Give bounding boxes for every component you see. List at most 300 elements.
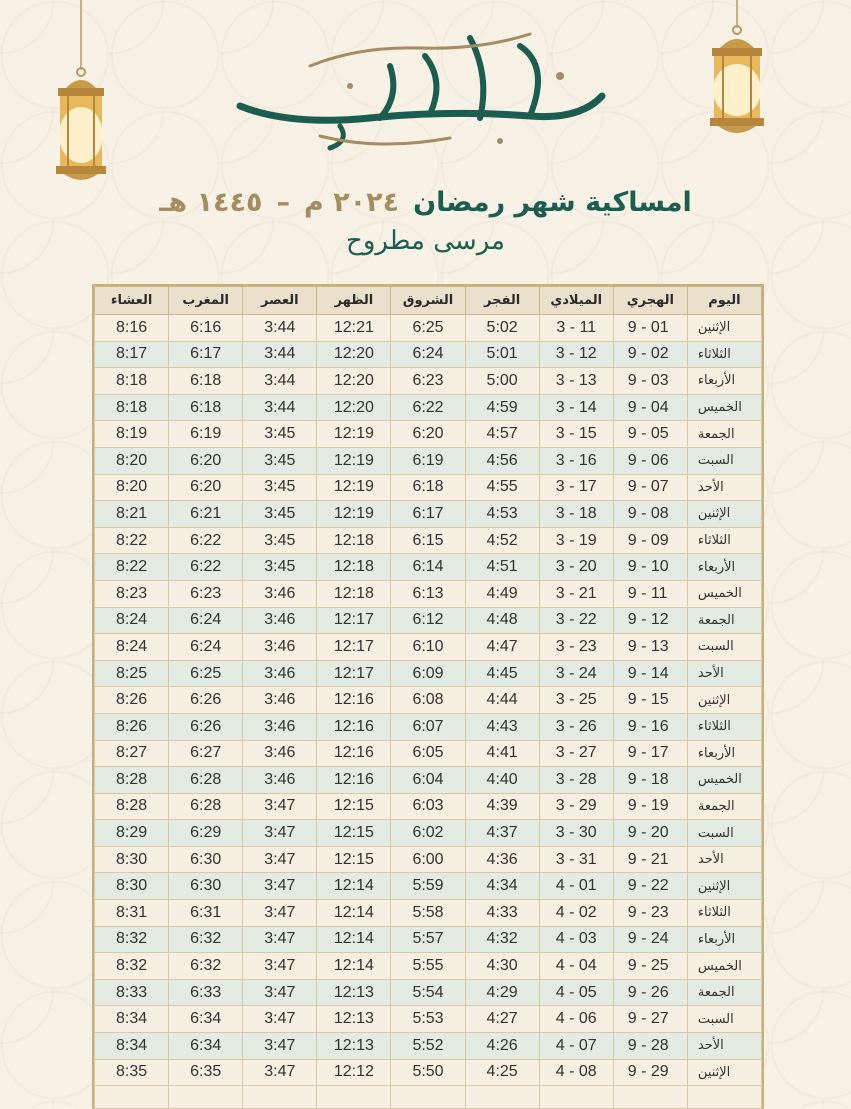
table-cell: 6:26 — [169, 713, 243, 740]
table-cell: 11 - 3 — [539, 315, 613, 342]
table-cell: 8:20 — [95, 474, 169, 501]
table-cell: 23 - 9 — [613, 900, 687, 927]
table-cell: الإثنين — [687, 315, 761, 342]
table-cell: 6:19 — [391, 447, 465, 474]
table-row — [95, 687, 762, 714]
lantern-left-icon — [46, 0, 116, 190]
table-cell: 5:00 — [465, 368, 539, 395]
table-row — [95, 315, 762, 342]
table-cell: السبت — [687, 447, 761, 474]
table-cell: الثلاثاء — [687, 341, 761, 368]
table-cell: 22 - 9 — [613, 873, 687, 900]
title-year-hijri: ١٤٤٥ هـ — [159, 186, 263, 218]
table-cell: 5:01 — [465, 341, 539, 368]
table-cell: 5:57 — [391, 926, 465, 953]
table-cell: 6:02 — [391, 820, 465, 847]
table-cell: 6:34 — [169, 1033, 243, 1060]
table-row — [95, 767, 762, 794]
table-row — [95, 634, 762, 661]
table-cell: 3:45 — [243, 474, 317, 501]
table-cell: 17 - 3 — [539, 474, 613, 501]
table-cell: 6:20 — [391, 421, 465, 448]
table-cell: 6:31 — [169, 900, 243, 927]
table-cell: 16 - 9 — [613, 713, 687, 740]
table-cell: 3:45 — [243, 447, 317, 474]
table-cell-empty — [95, 1086, 169, 1109]
table-cell: 3:46 — [243, 660, 317, 687]
table-cell: 31 - 3 — [539, 846, 613, 873]
table-cell: 6:20 — [169, 447, 243, 474]
table-cell: 6:28 — [169, 767, 243, 794]
table-cell: 8:26 — [95, 713, 169, 740]
table-cell: 14 - 9 — [613, 660, 687, 687]
table-row — [95, 926, 762, 953]
table-cell: الجمعة — [687, 979, 761, 1006]
table-cell: 6:32 — [169, 953, 243, 980]
table-cell: 6:13 — [391, 580, 465, 607]
table-cell: 5:02 — [465, 315, 539, 342]
table-cell: الجمعة — [687, 607, 761, 634]
table-cell: 8:19 — [95, 421, 169, 448]
table-cell: السبت — [687, 820, 761, 847]
table-cell: 3:47 — [243, 846, 317, 873]
table-cell: 27 - 3 — [539, 740, 613, 767]
table-cell: 12:19 — [317, 447, 391, 474]
table-cell: 4:55 — [465, 474, 539, 501]
table-cell: الأربعاء — [687, 740, 761, 767]
table-cell: 4:40 — [465, 767, 539, 794]
table-cell: 11 - 9 — [613, 580, 687, 607]
table-cell: الأربعاء — [687, 926, 761, 953]
column-header: الفجر — [465, 287, 539, 315]
table-cell: 3:45 — [243, 527, 317, 554]
table-cell: 12:13 — [317, 1006, 391, 1033]
table-cell: 24 - 9 — [613, 926, 687, 953]
column-header: العشاء — [95, 287, 169, 315]
table-cell: 4:48 — [465, 607, 539, 634]
table-cell: 12 - 9 — [613, 607, 687, 634]
table-cell: 8:20 — [95, 447, 169, 474]
table-cell: 3:46 — [243, 607, 317, 634]
table-cell: 8:28 — [95, 793, 169, 820]
table-cell: 25 - 9 — [613, 953, 687, 980]
table-cell: 8:32 — [95, 953, 169, 980]
table-cell: 09 - 9 — [613, 527, 687, 554]
table-cell: 6:24 — [169, 634, 243, 661]
table-cell: 12:19 — [317, 474, 391, 501]
table-cell: السبت — [687, 634, 761, 661]
table-cell: 30 - 3 — [539, 820, 613, 847]
table-row — [95, 793, 762, 820]
table-cell: 3:47 — [243, 820, 317, 847]
table-cell: 6:10 — [391, 634, 465, 661]
table-cell: الأحد — [687, 846, 761, 873]
table-cell: 8:26 — [95, 687, 169, 714]
table-cell: 8:34 — [95, 1006, 169, 1033]
table-cell: 03 - 4 — [539, 926, 613, 953]
table-cell: 5:53 — [391, 1006, 465, 1033]
table-cell: 4:49 — [465, 580, 539, 607]
column-header: الهجري — [613, 287, 687, 315]
table-cell: 3:45 — [243, 554, 317, 581]
table-cell: 6:25 — [391, 315, 465, 342]
table-cell: 8:35 — [95, 1059, 169, 1086]
table-cell: 4:34 — [465, 873, 539, 900]
table-cell: 6:18 — [169, 394, 243, 421]
table-cell: 01 - 4 — [539, 873, 613, 900]
table-cell: 6:08 — [391, 687, 465, 714]
table-cell: الأحد — [687, 474, 761, 501]
table-row — [95, 447, 762, 474]
table-cell: 12:16 — [317, 687, 391, 714]
table-cell: 8:24 — [95, 607, 169, 634]
table-row — [95, 474, 762, 501]
title-year-gregorian: ٢٠٢٤ م — [303, 186, 400, 218]
table-cell: 12:16 — [317, 767, 391, 794]
table-cell: 16 - 3 — [539, 447, 613, 474]
table-cell: 12:16 — [317, 740, 391, 767]
table-cell: 6:20 — [169, 474, 243, 501]
table-cell: 8:22 — [95, 527, 169, 554]
table-cell: 18 - 3 — [539, 501, 613, 528]
table-cell: 24 - 3 — [539, 660, 613, 687]
table-cell-empty — [169, 1086, 243, 1109]
table-cell: 5:54 — [391, 979, 465, 1006]
table-cell: 06 - 9 — [613, 447, 687, 474]
table-cell: 5:50 — [391, 1059, 465, 1086]
table-row — [95, 660, 762, 687]
table-cell: 4:56 — [465, 447, 539, 474]
table-cell: 6:07 — [391, 713, 465, 740]
table-cell: 12:17 — [317, 634, 391, 661]
table-cell: 26 - 9 — [613, 979, 687, 1006]
table-cell: 3:44 — [243, 315, 317, 342]
table-cell: 3:46 — [243, 634, 317, 661]
table-cell: 4:57 — [465, 421, 539, 448]
column-header: الشروق — [391, 287, 465, 315]
table-cell: 4:27 — [465, 1006, 539, 1033]
table-cell: 4:47 — [465, 634, 539, 661]
table-cell: 18 - 9 — [613, 767, 687, 794]
table-cell: الإثنين — [687, 873, 761, 900]
table-row — [95, 580, 762, 607]
table-cell-empty — [391, 1086, 465, 1109]
table-cell: 8:31 — [95, 900, 169, 927]
table-cell: الثلاثاء — [687, 900, 761, 927]
table-cell: 3:47 — [243, 873, 317, 900]
table-cell: 04 - 9 — [613, 394, 687, 421]
table-cell: 12:18 — [317, 527, 391, 554]
table-cell: 6:30 — [169, 873, 243, 900]
table-cell: 5:52 — [391, 1033, 465, 1060]
table-cell: 25 - 3 — [539, 687, 613, 714]
table-cell: 04 - 4 — [539, 953, 613, 980]
table-cell: 12:16 — [317, 713, 391, 740]
table-cell: 6:03 — [391, 793, 465, 820]
table-cell: 02 - 9 — [613, 341, 687, 368]
table-cell: الخميس — [687, 953, 761, 980]
table-cell: 3:45 — [243, 421, 317, 448]
column-header: المغرب — [169, 287, 243, 315]
table-cell: 3:45 — [243, 501, 317, 528]
table-cell: 6:29 — [169, 820, 243, 847]
table-cell: 22 - 3 — [539, 607, 613, 634]
table-cell: 6:24 — [169, 607, 243, 634]
table-cell: 6:15 — [391, 527, 465, 554]
table-cell: 8:22 — [95, 554, 169, 581]
table-cell: 5:59 — [391, 873, 465, 900]
table-cell: الأحد — [687, 660, 761, 687]
table-cell: 21 - 9 — [613, 846, 687, 873]
table-cell: 6:22 — [169, 527, 243, 554]
table-cell: 8:32 — [95, 926, 169, 953]
prayer-times-table — [92, 284, 764, 1109]
table-cell: 4:29 — [465, 979, 539, 1006]
table-cell: الثلاثاء — [687, 527, 761, 554]
table-cell: 4:44 — [465, 687, 539, 714]
table-cell: 12:17 — [317, 660, 391, 687]
table-cell: الخميس — [687, 580, 761, 607]
table-row — [95, 979, 762, 1006]
table-cell: 28 - 9 — [613, 1033, 687, 1060]
table-cell: 6:21 — [169, 501, 243, 528]
table-cell: 4:52 — [465, 527, 539, 554]
table-row — [95, 820, 762, 847]
table-cell: 20 - 3 — [539, 554, 613, 581]
table-cell: 13 - 9 — [613, 634, 687, 661]
table-cell: 3:46 — [243, 767, 317, 794]
table-cell: 8:29 — [95, 820, 169, 847]
table-cell: 06 - 4 — [539, 1006, 613, 1033]
table-cell: 12:19 — [317, 501, 391, 528]
table-cell: 3:47 — [243, 900, 317, 927]
table-cell: 6:05 — [391, 740, 465, 767]
table-cell: الإثنين — [687, 687, 761, 714]
table-cell: 8:33 — [95, 979, 169, 1006]
table-cell: 6:33 — [169, 979, 243, 1006]
table-cell: 6:09 — [391, 660, 465, 687]
table-row — [95, 341, 762, 368]
table-cell: 8:25 — [95, 660, 169, 687]
table-cell: 3:46 — [243, 687, 317, 714]
table-cell: 12:17 — [317, 607, 391, 634]
table-row — [95, 740, 762, 767]
table-cell: 6:17 — [169, 341, 243, 368]
table-cell: 08 - 9 — [613, 501, 687, 528]
table-cell: 12:14 — [317, 873, 391, 900]
table-row — [95, 900, 762, 927]
table-cell: الإثنين — [687, 501, 761, 528]
table-cell: 12:20 — [317, 394, 391, 421]
table-cell: 4:37 — [465, 820, 539, 847]
table-cell: 14 - 3 — [539, 394, 613, 421]
table-row — [95, 527, 762, 554]
table-cell: 3:44 — [243, 368, 317, 395]
table-cell: الأربعاء — [687, 368, 761, 395]
table-cell: 4:41 — [465, 740, 539, 767]
table-cell-empty — [613, 1086, 687, 1109]
table-cell: 8:17 — [95, 341, 169, 368]
table-cell: 3:44 — [243, 341, 317, 368]
table-row — [95, 713, 762, 740]
table-cell-empty — [539, 1086, 613, 1109]
page-title — [0, 176, 851, 228]
table-cell: 6:34 — [169, 1006, 243, 1033]
table-cell: 12:15 — [317, 846, 391, 873]
table-cell: 12:13 — [317, 979, 391, 1006]
table-cell: الأحد — [687, 1033, 761, 1060]
table-body — [95, 315, 762, 1109]
table-cell: 12 - 3 — [539, 341, 613, 368]
table-cell: 8:28 — [95, 767, 169, 794]
ramadan-kareem-logo — [230, 26, 610, 156]
table-row — [95, 368, 762, 395]
table-cell: 3:46 — [243, 713, 317, 740]
table-cell: 15 - 3 — [539, 421, 613, 448]
table-cell: 3:44 — [243, 394, 317, 421]
table-cell: 12:13 — [317, 1033, 391, 1060]
table-cell: 6:17 — [391, 501, 465, 528]
title-main: امساكية شهر رمضان — [413, 186, 692, 218]
table-cell: 6:16 — [169, 315, 243, 342]
table-cell: 19 - 9 — [613, 793, 687, 820]
table-cell: 3:47 — [243, 1059, 317, 1086]
table-cell: 4:53 — [465, 501, 539, 528]
table-cell: 4:26 — [465, 1033, 539, 1060]
table-row — [95, 1033, 762, 1060]
table-cell: 17 - 9 — [613, 740, 687, 767]
lantern-right-icon — [700, 0, 774, 145]
table-cell: السبت — [687, 1006, 761, 1033]
table-cell: 6:23 — [391, 368, 465, 395]
table-cell: 4:45 — [465, 660, 539, 687]
table-cell: 03 - 9 — [613, 368, 687, 395]
table-cell: 12:14 — [317, 900, 391, 927]
table-cell: 13 - 3 — [539, 368, 613, 395]
table-row-empty — [95, 1086, 762, 1109]
table-cell: 12:14 — [317, 926, 391, 953]
table-cell-empty — [687, 1086, 761, 1109]
table-cell-empty — [465, 1086, 539, 1109]
table-cell: الخميس — [687, 767, 761, 794]
table-row — [95, 421, 762, 448]
table-cell: 4:59 — [465, 394, 539, 421]
table-cell: 8:23 — [95, 580, 169, 607]
table-cell: الإثنين — [687, 1059, 761, 1086]
table-cell-empty — [317, 1086, 391, 1109]
table-cell: 8:18 — [95, 394, 169, 421]
table-cell: 4:39 — [465, 793, 539, 820]
table-cell: 12:19 — [317, 421, 391, 448]
table-cell: 8:24 — [95, 634, 169, 661]
table-cell: 12:21 — [317, 315, 391, 342]
table-cell: 3:47 — [243, 926, 317, 953]
table-cell: 6:19 — [169, 421, 243, 448]
title-dash: – — [276, 186, 290, 218]
table-cell: 19 - 3 — [539, 527, 613, 554]
table-cell: 3:46 — [243, 580, 317, 607]
table-header-row — [95, 287, 762, 315]
table-cell: 4:43 — [465, 713, 539, 740]
table-cell-empty — [243, 1086, 317, 1109]
table-row — [95, 846, 762, 873]
table-cell: 6:25 — [169, 660, 243, 687]
table-cell: 15 - 9 — [613, 687, 687, 714]
table-cell: 3:47 — [243, 793, 317, 820]
table-cell: 4:32 — [465, 926, 539, 953]
table-cell: 6:14 — [391, 554, 465, 581]
table-cell: 6:12 — [391, 607, 465, 634]
table-cell: 01 - 9 — [613, 315, 687, 342]
table-cell: 3:47 — [243, 1033, 317, 1060]
table-cell: 05 - 9 — [613, 421, 687, 448]
table-cell: 4:51 — [465, 554, 539, 581]
table-row — [95, 1006, 762, 1033]
table-cell: 8:30 — [95, 873, 169, 900]
table-cell: 26 - 3 — [539, 713, 613, 740]
table-row — [95, 1059, 762, 1086]
table-cell: 6:28 — [169, 793, 243, 820]
table-cell: 29 - 9 — [613, 1059, 687, 1086]
table-cell: 21 - 3 — [539, 580, 613, 607]
table-cell: 8:30 — [95, 846, 169, 873]
table-cell: 6:18 — [169, 368, 243, 395]
table-row — [95, 873, 762, 900]
table-cell: 3:47 — [243, 1006, 317, 1033]
table-cell: الجمعة — [687, 421, 761, 448]
table-cell: 4:36 — [465, 846, 539, 873]
table-cell: 07 - 9 — [613, 474, 687, 501]
column-header: الميلادي — [539, 287, 613, 315]
table-cell: 5:55 — [391, 953, 465, 980]
column-header: العصر — [243, 287, 317, 315]
table-cell: 5:58 — [391, 900, 465, 927]
table-cell: 8:34 — [95, 1033, 169, 1060]
table-cell: 12:20 — [317, 341, 391, 368]
table-row — [95, 554, 762, 581]
column-header: اليوم — [687, 287, 761, 315]
city-name: مرسى مطروح — [346, 226, 505, 256]
table-row — [95, 953, 762, 980]
table-row — [95, 501, 762, 528]
table-cell: 4:30 — [465, 953, 539, 980]
table-cell: 6:32 — [169, 926, 243, 953]
table-cell: 6:22 — [169, 554, 243, 581]
table-cell: 8:21 — [95, 501, 169, 528]
table-cell: 12:20 — [317, 368, 391, 395]
table-cell: الجمعة — [687, 793, 761, 820]
table-cell: 08 - 4 — [539, 1059, 613, 1086]
column-header: الظهر — [317, 287, 391, 315]
table-cell: الأربعاء — [687, 554, 761, 581]
table-cell: 6:30 — [169, 846, 243, 873]
table-row — [95, 607, 762, 634]
table-cell: 6:00 — [391, 846, 465, 873]
table-cell: 3:47 — [243, 979, 317, 1006]
table-cell: 12:18 — [317, 580, 391, 607]
table-cell: 8:27 — [95, 740, 169, 767]
table-row — [95, 394, 762, 421]
table-cell: 29 - 3 — [539, 793, 613, 820]
table-cell: 12:18 — [317, 554, 391, 581]
table-cell: الخميس — [687, 394, 761, 421]
table-cell: الثلاثاء — [687, 713, 761, 740]
table-cell: 02 - 4 — [539, 900, 613, 927]
table-cell: 12:12 — [317, 1059, 391, 1086]
table-cell: 8:18 — [95, 368, 169, 395]
table-cell: 27 - 9 — [613, 1006, 687, 1033]
table-cell: 6:26 — [169, 687, 243, 714]
